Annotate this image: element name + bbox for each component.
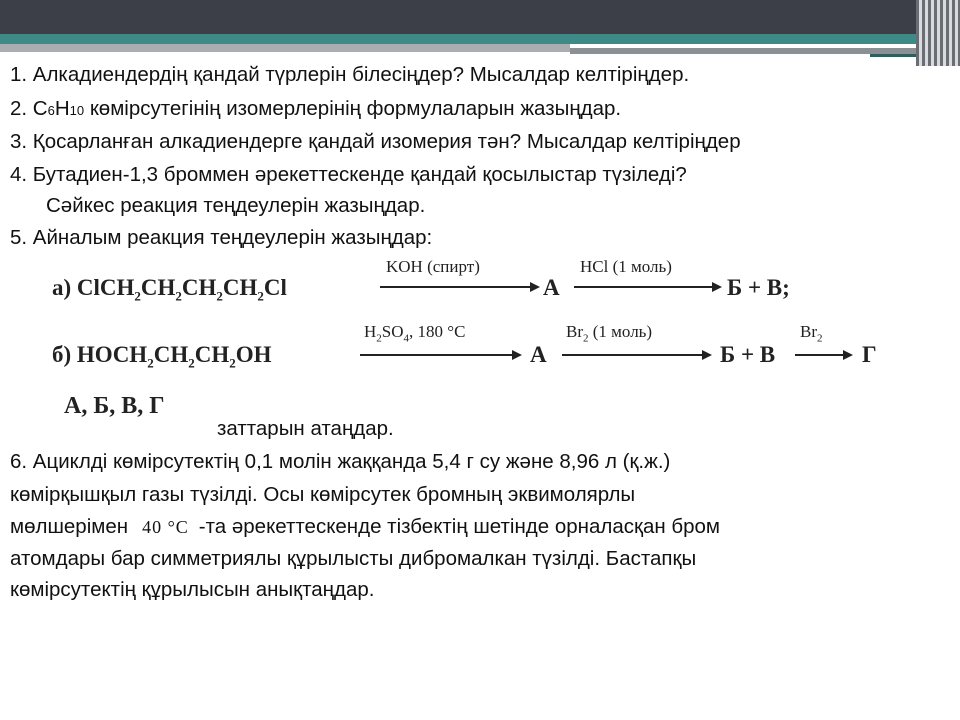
- reaction-a-condition-2: HCl (1 моль): [580, 257, 672, 276]
- question-6-line-3: мөлшерімен 40 °C -та әрекеттескенде тізбектің шетінде орналасқан бром: [10, 515, 721, 538]
- question-4: 4. Бутадиен-1,3 броммен әрекеттескенде қандай қосылыстар түзіледі?: [10, 163, 687, 186]
- reaction-a-product-1: А: [543, 275, 560, 300]
- temperature-value: 40 °C: [142, 517, 189, 537]
- question-4-continued: Сәйкес реакция теңдеулерін жазыңдар.: [46, 194, 426, 217]
- stripe-decoration: [916, 0, 960, 66]
- reaction-a-condition-1: KOH (спирт): [386, 257, 480, 276]
- gray-divider: [0, 44, 570, 52]
- substances-list: А, Б, В, Г: [64, 393, 165, 419]
- question-1: 1. Алкадиендердің қандай түрлерін білесіңдер? Мысалдар келтіріңдер.: [10, 63, 690, 86]
- reaction-b-condition-3: $Br_2$: [800, 322, 823, 345]
- question-5: 5. Айналым реакция теңдеулерін жазыңдар:: [10, 226, 433, 249]
- question-6-line-4: атомдары бар симметриялы құрылысты дибромалкан түзілді. Бастапқы: [10, 547, 697, 570]
- reaction-b-product-1: А: [530, 342, 547, 367]
- q2-prefix: 2. С: [10, 97, 48, 120]
- q2-mid: Н: [54, 97, 70, 120]
- reaction-b-label: б): [52, 342, 72, 367]
- question-6-line-1: 6. Ациклді көмірсутектің 0,1 молін жаққанда 5,4 г су және 8,96 л (қ.ж.): [10, 450, 671, 473]
- reaction-a-products: Б + В;: [727, 275, 790, 300]
- question-5-suffix: заттарын атаңдар.: [217, 417, 394, 440]
- question-6-line-2: көмірқышқыл газы түзілді. Осы көмірсутек бромның эквимолярлы: [10, 483, 636, 506]
- q2-sub2: 10: [69, 103, 85, 118]
- reaction-arrow-icon: [380, 281, 540, 293]
- accent-tick: [870, 54, 916, 57]
- question-6-line-5: көмірсутектің құрылысын анықтаңдар.: [10, 578, 375, 601]
- reaction-arrow-icon: [574, 281, 722, 293]
- reaction-b-products: Б + В: [720, 342, 776, 367]
- question-2: [10, 97, 621, 123]
- reaction-b-condition-2: $Br_2$ (1 моль): [566, 322, 653, 345]
- reaction-arrow-icon: [360, 349, 522, 361]
- question-3: 3. Қосарланған алкадиендерге қандай изомерия тән? Мысалдар келтіріңдер: [10, 130, 741, 153]
- reaction-arrow-icon: [795, 349, 853, 361]
- reaction-b-condition-1: $H_2SO_4$, 180 °C: [364, 322, 466, 345]
- q2-sub1: 6: [47, 103, 55, 118]
- reaction-a-label: а): [52, 275, 72, 300]
- reaction-b-product-final: Г: [862, 342, 877, 367]
- reaction-arrow-icon: [562, 349, 712, 361]
- reaction-a-start: а) $ClCH_2CH_2CH_2CH_2Cl$: [52, 275, 287, 304]
- gray-divider-right: [570, 48, 916, 54]
- reaction-b-start: б) $HOCH_2CH_2CH_2OH$: [52, 342, 272, 371]
- teal-band: [0, 34, 916, 44]
- q2-rest: көмірсутегінің изомерлерінің формулаларын жазыңдар.: [84, 97, 622, 120]
- title-bar: [0, 0, 960, 34]
